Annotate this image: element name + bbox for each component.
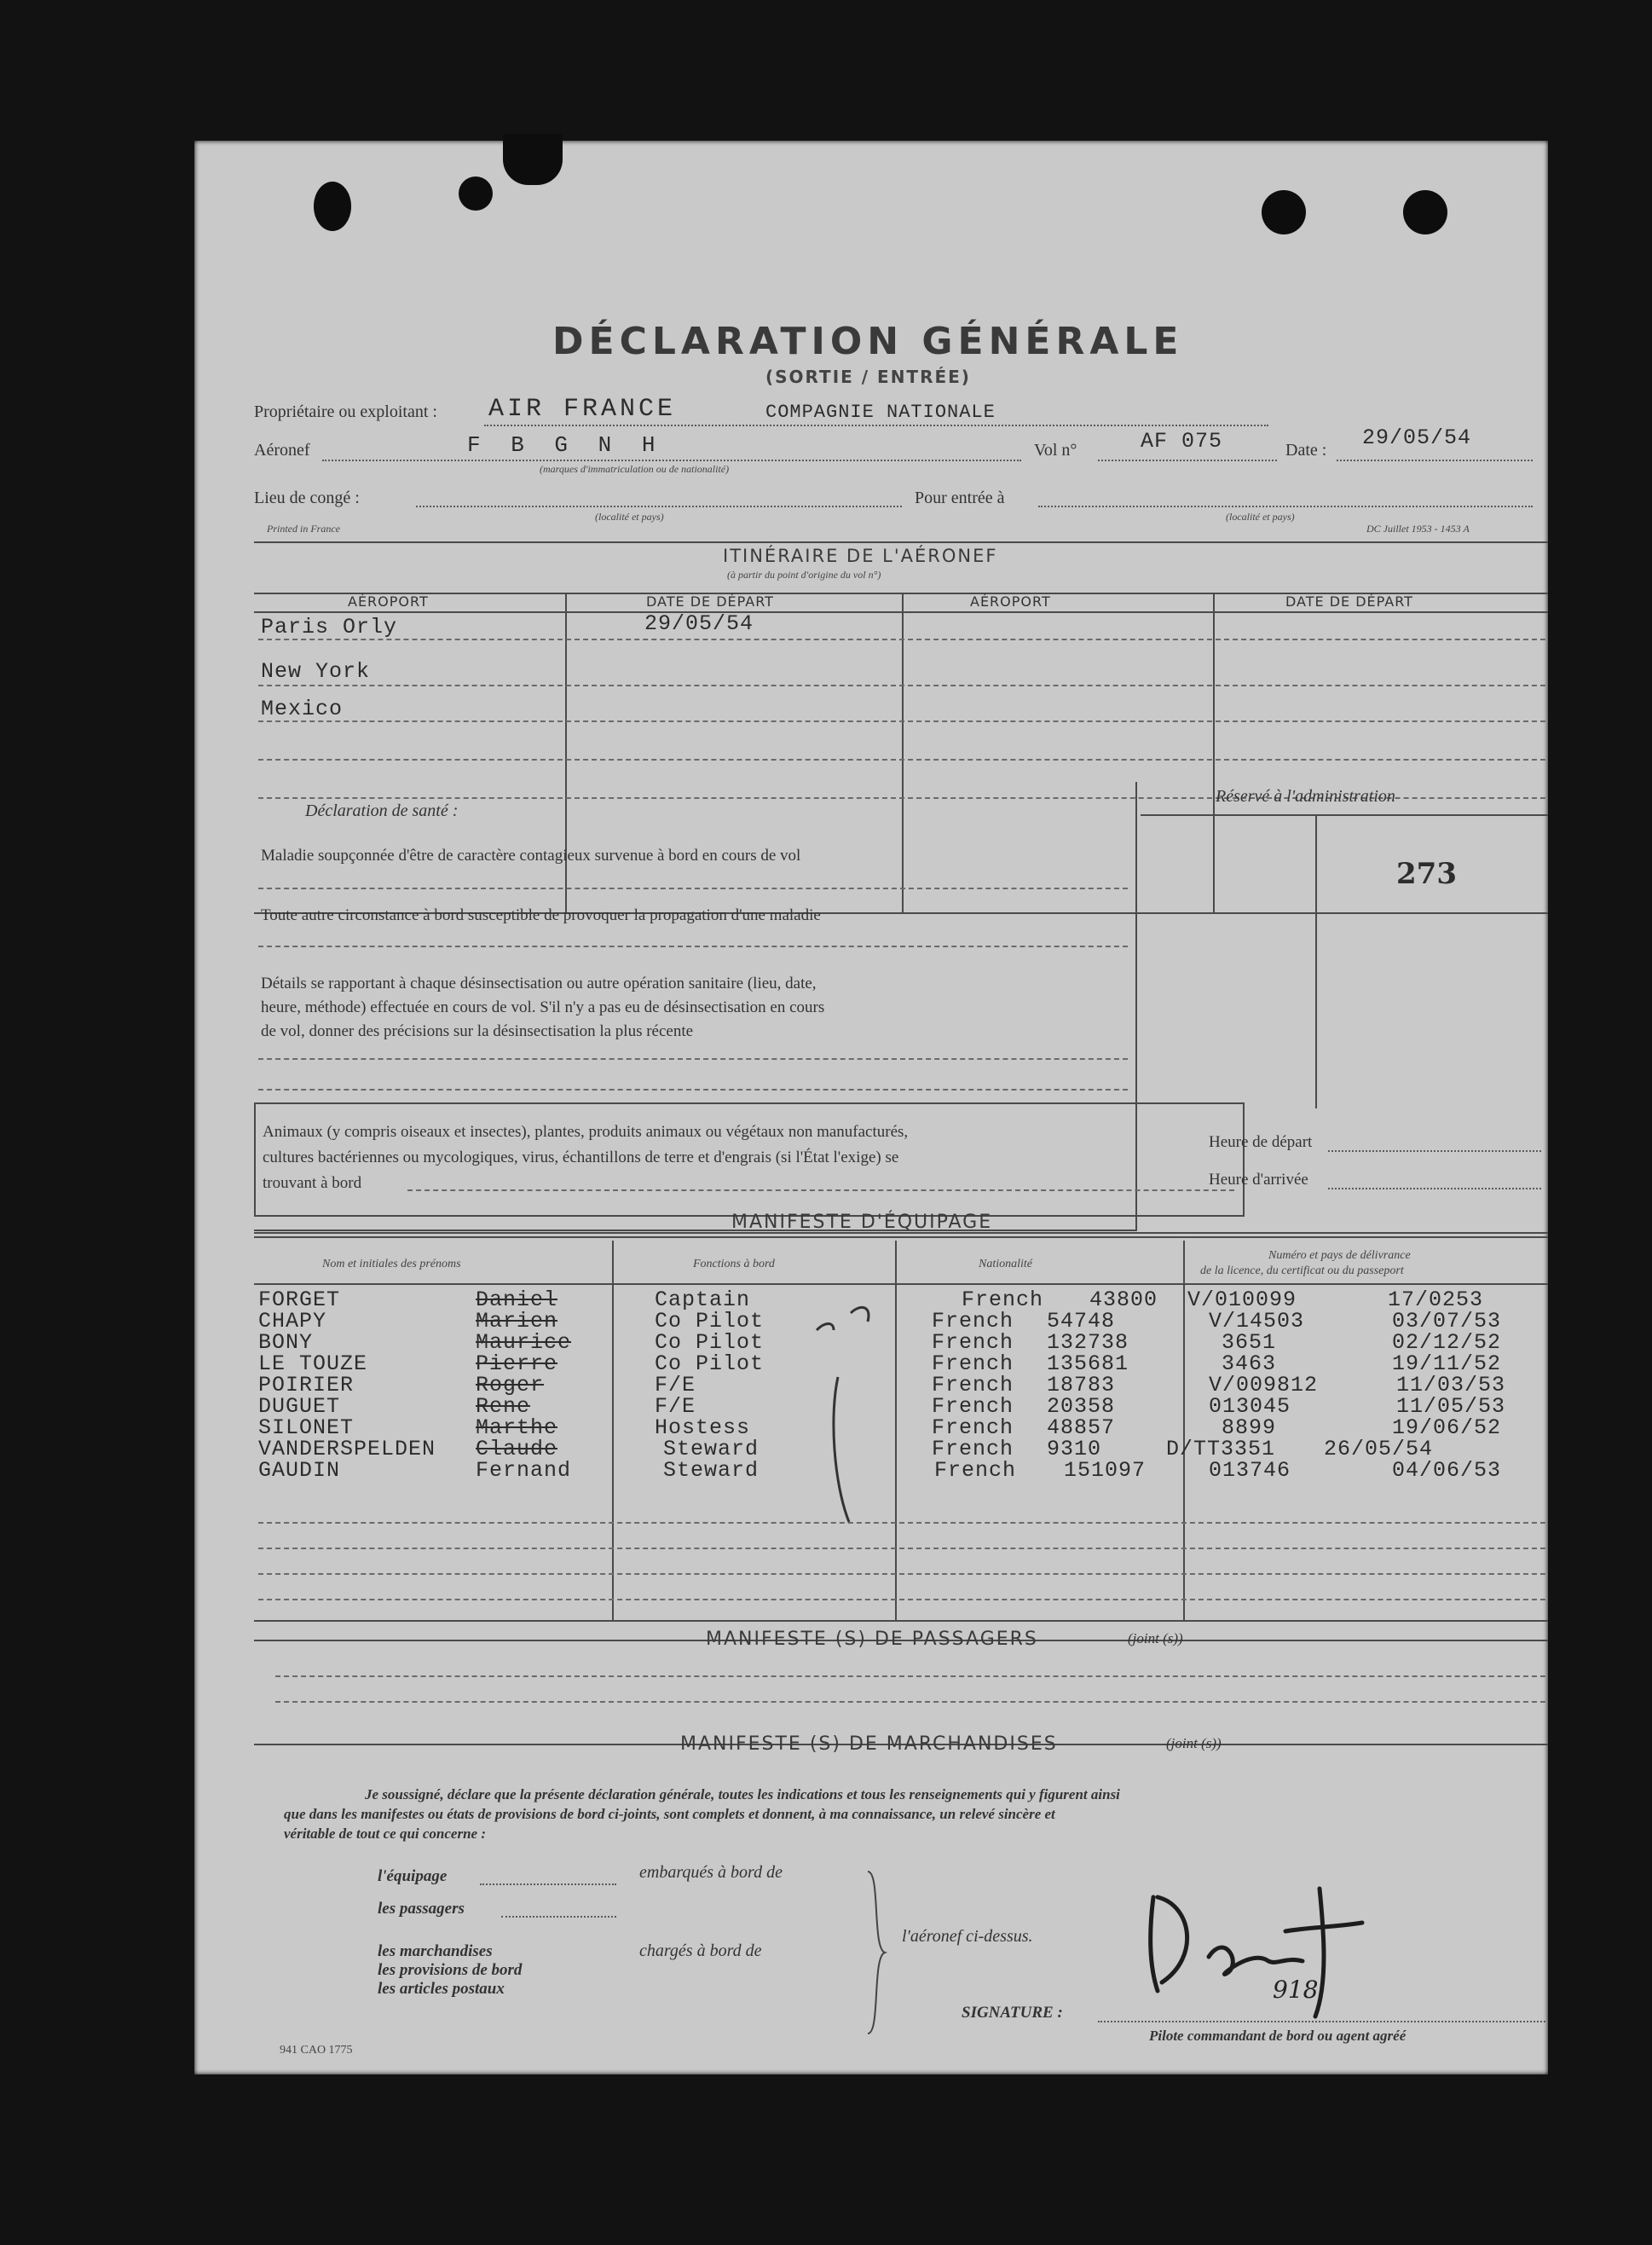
crew-nationality: French: [932, 1394, 1014, 1419]
health-title: Déclaration de santé :: [305, 801, 459, 820]
crew-number: 135681: [1047, 1351, 1129, 1376]
itinerary-col-date-1: DATE DE DÉPART: [646, 593, 774, 610]
crew-license-date: 19/11/52: [1392, 1351, 1502, 1376]
crew-license: 3463: [1222, 1351, 1277, 1376]
itinerary-date-1: 29/05/54: [644, 611, 754, 636]
date-label: Date :: [1285, 441, 1327, 460]
flight-label: Vol n°: [1034, 441, 1077, 460]
arrival-time-label: Heure d'arrivée: [1209, 1171, 1308, 1189]
aircraft-note: (marques d'immatriculation ou de nationalité): [540, 463, 730, 475]
crew-surname: DUGUET: [258, 1394, 341, 1419]
declaration-line-3: véritable de tout ce qui concerne :: [284, 1826, 487, 1842]
crew-function: Co Pilot: [655, 1309, 765, 1334]
crew-manifest-title: MANIFESTE D'ÉQUIPAGE: [731, 1212, 993, 1233]
aircraft-value: F B G N H: [467, 432, 664, 458]
crew-license: 8899: [1222, 1415, 1277, 1440]
crew-col-license-1: Numéro et pays de délivrance: [1268, 1249, 1411, 1262]
crew-number: 18783: [1047, 1373, 1116, 1397]
crew-surname: CHAPY: [258, 1309, 327, 1334]
crew-first-name: Claude: [476, 1437, 558, 1461]
declaration-line-2: que dans les manifestes ou états de provisions de bord ci-joints, sont complets et donnent, à ma connaissance, un relevé sincère et: [284, 1806, 1055, 1822]
crew-nationality: French: [962, 1287, 1044, 1312]
crew-function: Co Pilot: [655, 1330, 765, 1355]
admin-title: Réservé à l'administration: [1216, 787, 1395, 806]
declaration-line-1: Je soussigné, déclare que la présente déclaration générale, toutes les indications et tous les renseignements qui y figurent ainsi: [365, 1786, 1120, 1802]
crew-number: 20358: [1047, 1394, 1116, 1419]
animals-line-1: Animaux (y compris oiseaux et insectes), plantes, produits animaux ou végétaux non manufacturés,: [263, 1123, 909, 1141]
declaration-aircraft-label: l'aéronef ci-dessus.: [902, 1927, 1033, 1946]
animals-line-3: trouvant à bord: [263, 1174, 362, 1192]
admin-number: 273: [1396, 857, 1457, 891]
crew-number: 132738: [1047, 1330, 1129, 1355]
departure-time-label: Heure de départ: [1209, 1133, 1313, 1151]
crew-nationality: French: [934, 1458, 1017, 1483]
crew-license: D/TT3351: [1166, 1437, 1276, 1461]
crew-license-date: 02/12/52: [1392, 1330, 1502, 1355]
crew-license-date: 04/06/53: [1392, 1458, 1502, 1483]
crew-col-name: Nom et initiales des prénoms: [322, 1258, 461, 1270]
itinerary-col-airport-1: AÉROPORT: [348, 593, 429, 610]
crew-first-name: Marien: [476, 1309, 558, 1334]
crew-license: 013746: [1209, 1458, 1291, 1483]
flight-value: AF 075: [1141, 429, 1223, 454]
crew-license-date: 17/0253: [1388, 1287, 1484, 1312]
crew-number: 9310: [1047, 1437, 1102, 1461]
crew-license: V/010099: [1187, 1287, 1297, 1312]
handwritten-mark: [800, 1296, 876, 1552]
crew-nationality: French: [932, 1373, 1014, 1397]
crew-first-name: Fernand: [476, 1458, 572, 1483]
crew-function: Hostess: [655, 1415, 751, 1440]
crew-number: 48857: [1047, 1415, 1116, 1440]
crew-first-name: Pierre: [476, 1351, 558, 1376]
departure-place-note: (localité et pays): [595, 511, 664, 523]
crew-function: Steward: [663, 1437, 760, 1461]
health-line-3b: heure, méthode) effectuée en cours de vol. S'il n'y a pas eu de désinsectisation en cours: [261, 998, 825, 1016]
health-line-3c: de vol, donner des précisions sur la désinsectisation la plus récente: [261, 1022, 694, 1040]
entry-note: (localité et pays): [1226, 511, 1295, 523]
printer-note: Printed in France: [267, 523, 340, 535]
footer-code: 941 CAO 1775: [280, 2044, 353, 2057]
owner-value: AIR FRANCE: [488, 395, 677, 424]
declaration-loaded-label: chargés à bord de: [639, 1941, 762, 1960]
declaration-crew-label: l'équipage: [378, 1867, 448, 1885]
crew-first-name: Rene: [476, 1394, 531, 1419]
itinerary-col-date-2: DATE DE DÉPART: [1285, 593, 1413, 610]
crew-first-name: Marthe: [476, 1415, 558, 1440]
date-value: 29/05/54: [1362, 425, 1472, 450]
crew-license-date: 19/06/52: [1392, 1415, 1502, 1440]
declaration-goods-label: les marchandises: [378, 1942, 493, 1960]
crew-license: V/14503: [1209, 1309, 1305, 1334]
crew-license-date: 03/07/53: [1392, 1309, 1502, 1334]
itinerary-subtitle: (à partir du point d'origine du vol n°): [727, 569, 881, 581]
declaration-embarked-label: embarqués à bord de: [639, 1863, 783, 1882]
signature-mark: 918: [1273, 1976, 1319, 2004]
crew-license-date: 11/03/53: [1396, 1373, 1506, 1397]
crew-nationality: French: [932, 1351, 1014, 1376]
crew-col-function: Fonctions à bord: [693, 1258, 775, 1270]
punch-hole-4: [1262, 190, 1306, 234]
itinerary-airport-1: Paris Orly: [261, 615, 398, 639]
crew-function: F/E: [655, 1373, 696, 1397]
crew-first-name: Roger: [476, 1373, 545, 1397]
animals-line-2: cultures bactériennes ou mycologiques, virus, échantillons de terre et d'engrais (si l'État l'exige) se: [263, 1149, 899, 1166]
declaration-passengers-label: les passagers: [378, 1900, 465, 1918]
crew-function: Steward: [663, 1458, 760, 1483]
health-line-3a: Détails se rapportant à chaque désinsectisation ou autre opération sanitaire (lieu, date,: [261, 975, 817, 992]
page-subtitle: (SORTIE / ENTRÉE): [765, 367, 971, 387]
crew-nationality: French: [932, 1330, 1014, 1355]
cargo-manifest-title: MANIFESTE (S) DE MARCHANDISES: [680, 1733, 1058, 1755]
crew-first-name: Maurice: [476, 1330, 572, 1355]
itinerary-col-airport-2: AÉROPORT: [970, 593, 1051, 610]
crew-surname: FORGET: [258, 1287, 341, 1312]
crew-license-date: 26/05/54: [1324, 1437, 1434, 1461]
owner-label: Propriétaire ou exploitant :: [254, 402, 437, 421]
crew-number: 43800: [1089, 1287, 1158, 1312]
crew-license: V/009812: [1209, 1373, 1319, 1397]
crew-nationality: French: [932, 1415, 1014, 1440]
crew-surname: GAUDIN: [258, 1458, 341, 1483]
punch-hole-2: [459, 176, 493, 211]
form-reference: DC Juillet 1953 - 1453 A: [1366, 523, 1470, 535]
crew-surname: POIRIER: [258, 1373, 355, 1397]
itinerary-airport-3: Mexico: [261, 697, 344, 721]
crew-col-nationality: Nationalité: [979, 1258, 1032, 1270]
itinerary-title: ITINÉRAIRE DE L'AÉRONEF: [723, 546, 998, 566]
owner-value-2: COMPAGNIE NATIONALE: [765, 402, 996, 423]
crew-function: Captain: [655, 1287, 751, 1312]
crew-col-license-2: de la licence, du certificat ou du passeport: [1200, 1264, 1404, 1277]
declaration-postal-label: les articles postaux: [378, 1980, 505, 1998]
aircraft-label: Aéronef: [254, 441, 310, 460]
crew-number: 151097: [1064, 1458, 1147, 1483]
crew-first-name: Daniel: [476, 1287, 558, 1312]
crew-nationality: French: [932, 1309, 1014, 1334]
page-title: DÉCLARATION GÉNÉRALE: [552, 320, 1184, 363]
entry-label: Pour entrée à: [915, 489, 1005, 507]
crew-license: 3651: [1222, 1330, 1277, 1355]
crew-function: F/E: [655, 1394, 696, 1419]
signature-role: Pilote commandant de bord ou agent agréé: [1149, 2028, 1407, 2044]
departure-place-label: Lieu de congé :: [254, 489, 360, 507]
crew-surname: VANDERSPELDEN: [258, 1437, 436, 1461]
crew-surname: LE TOUZE: [258, 1351, 368, 1376]
passengers-joint: (joint (s)): [1128, 1630, 1183, 1646]
passengers-manifest-title: MANIFESTE (S) DE PASSAGERS: [706, 1629, 1038, 1650]
declaration-form-sheet: [194, 141, 1548, 2074]
declaration-brace: [864, 1867, 889, 2038]
health-line-2: Toute autre circonstance à bord susceptible de provoquer la propagation d'une maladie: [261, 906, 821, 924]
health-line-1: Maladie soupçonnée d'être de caractère contagieux survenue à bord en cours de vol: [261, 847, 801, 865]
punch-hole-3: [503, 134, 563, 185]
crew-surname: BONY: [258, 1330, 314, 1355]
crew-function: Co Pilot: [655, 1351, 765, 1376]
signature-label: SIGNATURE :: [962, 2004, 1063, 2022]
declaration-provisions-label: les provisions de bord: [378, 1961, 523, 1979]
crew-license: 013045: [1209, 1394, 1291, 1419]
crew-number: 54748: [1047, 1309, 1116, 1334]
punch-hole-5: [1403, 190, 1447, 234]
cargo-joint: (joint (s)): [1166, 1735, 1222, 1751]
itinerary-airport-2: New York: [261, 659, 371, 684]
punch-hole-1: [314, 182, 351, 231]
signature-scribble: [1141, 1880, 1396, 2034]
crew-surname: SILONET: [258, 1415, 355, 1440]
crew-license-date: 11/05/53: [1396, 1394, 1506, 1419]
crew-nationality: French: [932, 1437, 1014, 1461]
